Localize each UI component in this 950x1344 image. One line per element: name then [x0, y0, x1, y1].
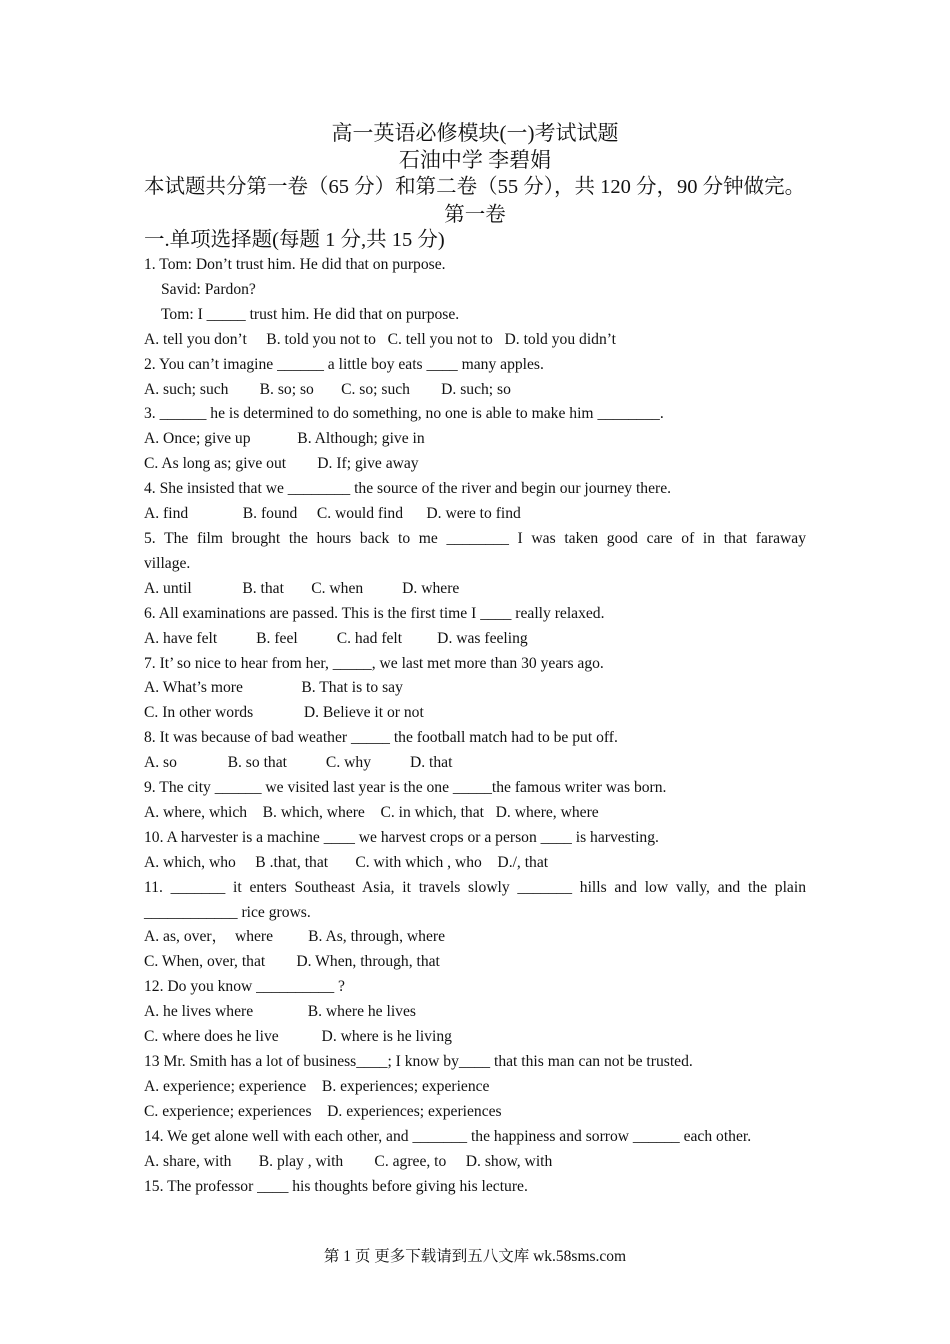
question-line: 4. She insisted that we ________ the source of the river and begin our journey there.: [144, 480, 672, 498]
option-line: C. where does he live D. where is he living: [144, 1028, 452, 1046]
option-line: A. where, which B. which, where C. in which, that D. where, where: [144, 803, 599, 821]
question-line: 2. You can’t imagine ______ a little boy eats ____ many apples.: [144, 355, 544, 373]
question-line: 11. _______ it enters Southeast Asia, it travels slowly _______ hills and low vally, and the plain: [144, 878, 806, 896]
option-line: A. until B. that C. when D. where: [144, 579, 460, 597]
question-line: ____________ rice grows.: [144, 903, 311, 921]
option-line: A. so B. so that C. why D. that: [144, 754, 453, 772]
question-line: 1. Tom: Don’t trust him. He did that on purpose.: [144, 256, 446, 273]
page-footer: 第 1 页 更多下载请到五八文库 wk.58sms.com: [323, 1248, 627, 1265]
option-line: A. find B. found C. would find D. were to find: [144, 505, 521, 523]
option-line: A. What’s more B. That is to say: [144, 679, 403, 697]
option-line: A. experience; experience B. experiences; experience: [144, 1077, 490, 1095]
question-line: 5. The film brought the hours back to me ________ I was taken good care of in that faraway: [144, 529, 806, 547]
question-line: 3. ______ he is determined to do something, no one is able to make him ________.: [144, 405, 664, 423]
question-line: 12. Do you know __________ ?: [144, 978, 345, 996]
question-line: 10. A harvester is a machine ____ we harvest crops or a person ____ is harvesting.: [144, 828, 659, 846]
question-line: village.: [144, 554, 191, 572]
question-line: 8. It was because of bad weather _____ the football match had to be put off.: [144, 729, 618, 747]
volume-heading: 第一卷: [444, 204, 506, 226]
question-list: [144, 253, 806, 1199]
section-heading: 一.单项选择题(每题 1 分,共 15 分): [144, 229, 445, 251]
option-line: A. Once; give up B. Although; give in: [144, 430, 425, 448]
exam-intro: 本试题共分第一卷（65 分）和第二卷（55 分），共 120 分，90 分钟做完。: [144, 176, 806, 198]
question-line: 6. All examinations are passed. This is the first time I ____ really relaxed.: [144, 604, 605, 622]
exam-title: 高一英语必修模块(一)考试试题: [331, 121, 619, 145]
option-line: A. tell you don’t B. told you not to C. tell you not to D. told you didn’t: [144, 330, 617, 348]
option-line: A. which, who B .that, that C. with which , who D./, that: [144, 853, 549, 871]
question-line: 13 Mr. Smith has a lot of business____; I know by____ that this man can not be trusted.: [144, 1053, 693, 1070]
option-line: C. As long as; give out D. If; give away: [144, 455, 419, 473]
option-line: A. such; such B. so; so C. so; such D. such; so: [144, 380, 511, 398]
question-line: 15. The professor ____ his thoughts before giving his lecture.: [144, 1177, 528, 1195]
question-line: 7. It’ so nice to hear from her, _____, we last met more than 30 years ago.: [144, 654, 604, 672]
option-line: C. In other words D. Believe it or not: [144, 704, 424, 722]
question-line: Tom: I _____ trust him. He did that on purpose.: [161, 305, 460, 323]
question-line: Savid: Pardon?: [161, 280, 256, 298]
option-line: C. experience; experiences D. experiences; experiences: [144, 1102, 502, 1120]
exam-page: [144, 120, 806, 1199]
option-line: A. he lives where B. where he lives: [144, 1003, 416, 1021]
exam-author: 石油中学 李碧娟: [398, 148, 552, 172]
option-line: A. share, with B. play , with C. agree, to D. show, with: [144, 1152, 553, 1170]
option-line: C. When, over, that D. When, through, that: [144, 953, 440, 971]
question-line: 14. We get alone well with each other, and _______ the happiness and sorrow ______ each other.: [144, 1127, 752, 1145]
option-line: A. have felt B. feel C. had felt D. was feeling: [144, 629, 528, 647]
question-line: 9. The city ______ we visited last year is the one _____the famous writer was born.: [144, 779, 667, 797]
option-line: A. as, over， where B. As, through, where: [144, 928, 445, 946]
